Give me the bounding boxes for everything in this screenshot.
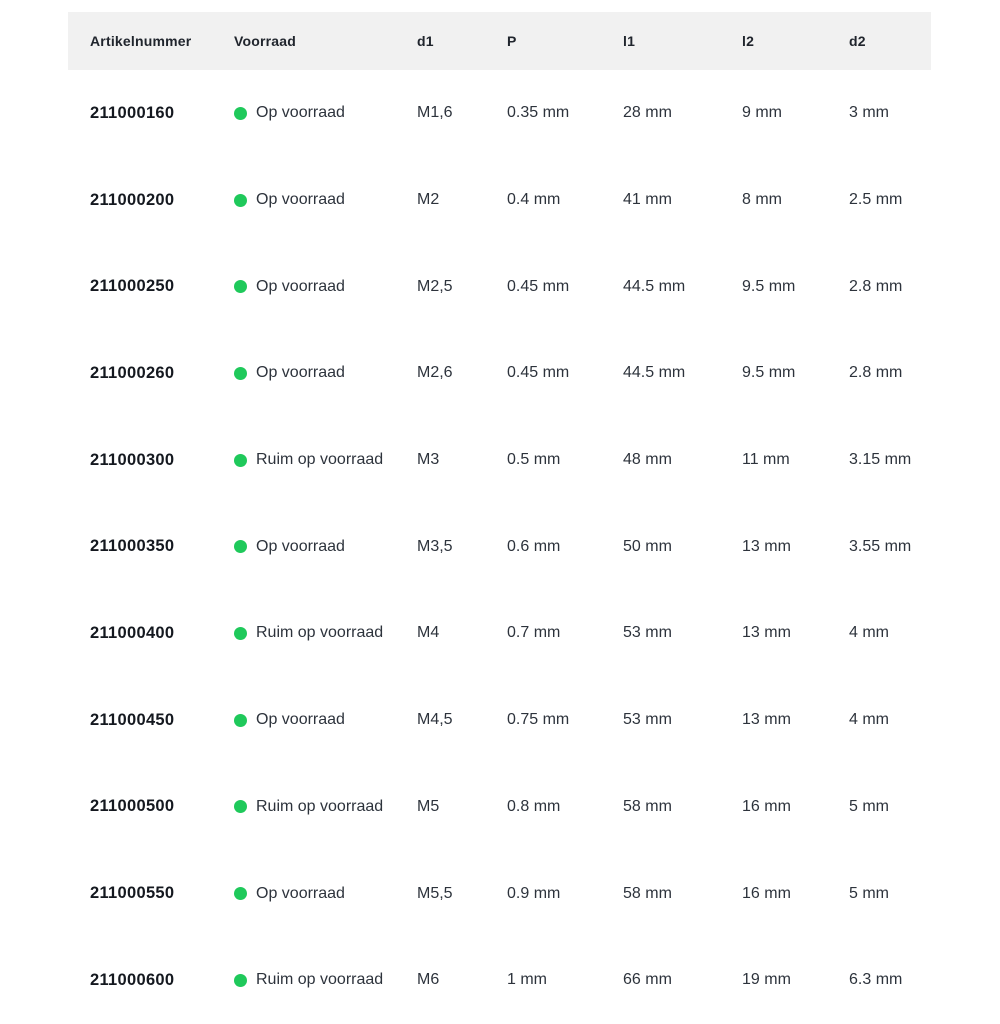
artikelnummer-cell: 211000250 xyxy=(90,277,175,296)
table-row[interactable] xyxy=(68,330,931,417)
d1-cell: M5 xyxy=(417,797,440,815)
d2-cell: 5 mm xyxy=(849,797,889,815)
product-spec-table xyxy=(68,12,931,1024)
column-header-l2: l2 xyxy=(742,33,755,49)
d1-cell: M2,5 xyxy=(417,277,453,295)
table-body xyxy=(68,70,931,1024)
d1-cell: M2,6 xyxy=(417,364,453,382)
stock-status-label: Ruim op voorraad xyxy=(256,624,384,642)
stock-status-label: Op voorraad xyxy=(256,191,345,209)
stock-status-label: Ruim op voorraad xyxy=(256,971,384,989)
stock-status-label: Op voorraad xyxy=(256,277,345,295)
artikelnummer-cell: 211000200 xyxy=(90,190,175,209)
l1-cell: 53 mm xyxy=(623,711,672,729)
table-row[interactable] xyxy=(68,157,931,244)
l2-cell: 9.5 mm xyxy=(742,364,796,382)
p-cell: 0.6 mm xyxy=(507,537,561,555)
table-row[interactable] xyxy=(68,677,931,764)
l1-cell: 44.5 mm xyxy=(623,277,686,295)
stock-status-label: Ruim op voorraad xyxy=(256,451,384,469)
column-header-l1: l1 xyxy=(623,33,636,49)
stock-status-dot-icon xyxy=(234,974,247,987)
artikelnummer-cell: 211000260 xyxy=(90,363,175,382)
stock-status-cell xyxy=(234,711,417,729)
d1-cell: M4,5 xyxy=(417,711,453,729)
d2-cell: 3.15 mm xyxy=(849,451,912,469)
stock-status-cell xyxy=(234,538,417,556)
stock-status-cell xyxy=(234,971,417,989)
d1-cell: M3,5 xyxy=(417,537,453,555)
p-cell: 0.45 mm xyxy=(507,277,570,295)
stock-status-cell xyxy=(234,278,417,296)
l2-cell: 9 mm xyxy=(742,104,782,122)
stock-status-label: Op voorraad xyxy=(256,104,345,122)
p-cell: 0.75 mm xyxy=(507,711,570,729)
d2-cell: 4 mm xyxy=(849,624,889,642)
column-header-artikelnummer: Artikelnummer xyxy=(90,33,192,49)
stock-status-dot-icon xyxy=(234,280,247,293)
table-row[interactable] xyxy=(68,243,931,330)
d2-cell: 5 mm xyxy=(849,884,889,902)
column-header-voorraad: Voorraad xyxy=(234,33,297,49)
d1-cell: M5,5 xyxy=(417,884,453,902)
stock-status-label: Op voorraad xyxy=(256,884,345,902)
artikelnummer-cell: 211000400 xyxy=(90,623,175,642)
l2-cell: 16 mm xyxy=(742,884,791,902)
stock-status-dot-icon xyxy=(234,800,247,813)
stock-status-cell xyxy=(234,191,417,209)
d2-cell: 2.8 mm xyxy=(849,277,903,295)
l2-cell: 11 mm xyxy=(742,451,790,469)
d1-cell: M6 xyxy=(417,971,440,989)
d1-cell: M3 xyxy=(417,451,440,469)
l1-cell: 44.5 mm xyxy=(623,364,686,382)
stock-status-dot-icon xyxy=(234,714,247,727)
artikelnummer-cell: 211000350 xyxy=(90,537,175,556)
stock-status-dot-icon xyxy=(234,194,247,207)
stock-status-cell xyxy=(234,364,417,382)
d1-cell: M4 xyxy=(417,624,440,642)
artikelnummer-cell: 211000550 xyxy=(90,884,175,903)
column-header-d2: d2 xyxy=(849,33,866,49)
stock-status-dot-icon xyxy=(234,627,247,640)
table-row[interactable] xyxy=(68,417,931,504)
stock-status-label: Ruim op voorraad xyxy=(256,797,384,815)
l1-cell: 53 mm xyxy=(623,624,672,642)
stock-status-dot-icon xyxy=(234,454,247,467)
table-row[interactable] xyxy=(68,937,931,1024)
stock-status-label: Op voorraad xyxy=(256,711,345,729)
table-row[interactable] xyxy=(68,850,931,937)
stock-status-dot-icon xyxy=(234,367,247,380)
l2-cell: 16 mm xyxy=(742,797,791,815)
l1-cell: 48 mm xyxy=(623,451,672,469)
stock-status-cell xyxy=(234,624,417,642)
d1-cell: M2 xyxy=(417,191,440,209)
artikelnummer-cell: 211000300 xyxy=(90,450,175,469)
l2-cell: 8 mm xyxy=(742,191,782,209)
stock-status-cell xyxy=(234,451,417,469)
table-row[interactable] xyxy=(68,764,931,851)
p-cell: 0.9 mm xyxy=(507,884,561,902)
l2-cell: 9.5 mm xyxy=(742,277,796,295)
stock-status-label: Op voorraad xyxy=(256,537,345,555)
d2-cell: 3 mm xyxy=(849,104,889,122)
table-row[interactable] xyxy=(68,503,931,590)
stock-status-cell xyxy=(234,885,417,903)
d2-cell: 2.5 mm xyxy=(849,191,903,209)
stock-status-dot-icon xyxy=(234,107,247,120)
artikelnummer-cell: 211000600 xyxy=(90,970,175,989)
p-cell: 0.35 mm xyxy=(507,104,570,122)
stock-status-cell xyxy=(234,104,417,122)
stock-status-cell xyxy=(234,798,417,816)
p-cell: 0.7 mm xyxy=(507,624,561,642)
l1-cell: 66 mm xyxy=(623,971,672,989)
stock-status-dot-icon xyxy=(234,540,247,553)
p-cell: 0.45 mm xyxy=(507,364,570,382)
table-row[interactable] xyxy=(68,590,931,677)
d2-cell: 3.55 mm xyxy=(849,537,912,555)
p-cell: 0.4 mm xyxy=(507,191,561,209)
table-row[interactable] xyxy=(68,70,931,157)
l2-cell: 13 mm xyxy=(742,711,791,729)
d2-cell: 4 mm xyxy=(849,711,889,729)
d1-cell: M1,6 xyxy=(417,104,453,122)
l1-cell: 28 mm xyxy=(623,104,672,122)
artikelnummer-cell: 211000450 xyxy=(90,710,175,729)
p-cell: 0.8 mm xyxy=(507,797,561,815)
stock-status-label: Op voorraad xyxy=(256,364,345,382)
p-cell: 1 mm xyxy=(507,971,547,989)
column-header-d1: d1 xyxy=(417,33,434,49)
l1-cell: 58 mm xyxy=(623,884,672,902)
stock-status-dot-icon xyxy=(234,887,247,900)
column-header-p: P xyxy=(507,33,517,49)
artikelnummer-cell: 211000160 xyxy=(90,103,175,122)
l1-cell: 58 mm xyxy=(623,797,672,815)
l2-cell: 19 mm xyxy=(742,971,791,989)
l2-cell: 13 mm xyxy=(742,537,791,555)
p-cell: 0.5 mm xyxy=(507,451,561,469)
l1-cell: 41 mm xyxy=(623,191,672,209)
l1-cell: 50 mm xyxy=(623,537,672,555)
d2-cell: 6.3 mm xyxy=(849,971,903,989)
l2-cell: 13 mm xyxy=(742,624,791,642)
table-header-row xyxy=(68,12,931,70)
d2-cell: 2.8 mm xyxy=(849,364,903,382)
artikelnummer-cell: 211000500 xyxy=(90,797,175,816)
